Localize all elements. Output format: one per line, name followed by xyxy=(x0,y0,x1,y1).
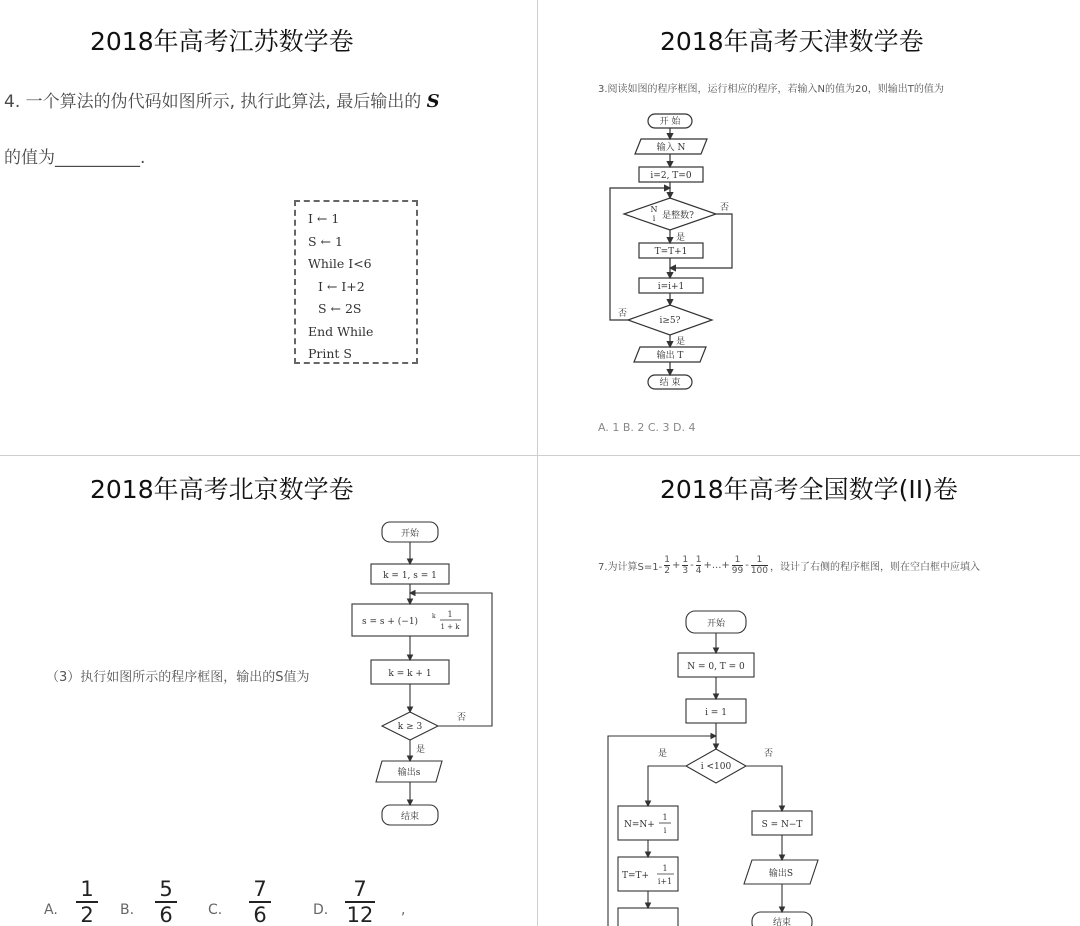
decision2-label: i≥5? xyxy=(659,316,681,326)
option-fraction: 7 6 xyxy=(249,878,271,926)
decision1-den: i xyxy=(652,214,656,223)
question-fraction: 1 2 xyxy=(664,554,670,576)
jiangsu-panel xyxy=(0,0,537,455)
question-fraction: $\frac{1}{3}$ xyxy=(682,554,689,576)
no1-label: 否 xyxy=(720,203,730,213)
init-label: i=2, T=0 xyxy=(650,171,692,181)
code-line: S ← 1 xyxy=(308,233,343,249)
n-update-num: 1 xyxy=(662,813,668,822)
t-update-den: i+1 xyxy=(657,877,673,886)
s-calc-label: S = N−T xyxy=(761,820,803,830)
no-label: 否 xyxy=(764,749,774,759)
tianjin-title: 2018年高考天津数学卷 xyxy=(660,27,924,56)
jiangsu-question-var: S xyxy=(426,91,440,112)
question-op: - xyxy=(690,559,694,571)
decision1-label: 是整数? xyxy=(662,211,694,221)
tianjin-options: A. 1 B. 2 C. 3 D. 4 xyxy=(598,421,696,434)
update-s-den: 1 + k xyxy=(440,623,460,631)
question-prefix: 7.为计算S=1- xyxy=(598,561,663,573)
beijing-flowchart xyxy=(0,456,537,926)
beijing-question: （3）执行如图所示的程序框图，输出的S值为 xyxy=(46,670,310,685)
yes-label: 是 xyxy=(416,745,426,755)
update-i-label: i=i+1 xyxy=(657,282,685,292)
update-s-exp: k xyxy=(432,613,436,620)
init-label: k = 1, s = 1 xyxy=(383,571,437,581)
code-line: I ← 1 xyxy=(308,211,340,226)
tianjin-panel xyxy=(538,0,1080,455)
question-op: +...+ xyxy=(703,559,730,571)
input-label: 输入 N xyxy=(656,143,686,153)
start-label: 开始 xyxy=(706,619,726,629)
t-update-num: 1 xyxy=(662,864,668,873)
beijing-panel xyxy=(0,456,537,926)
quanguo-title: 2018年高考全国数学(II)卷 xyxy=(660,475,958,504)
decision-label: i <100 xyxy=(700,762,732,772)
yes1-label: 是 xyxy=(676,233,686,243)
jiangsu-question-line2: 的值为__________. xyxy=(4,148,146,168)
question-fraction: 1 4 xyxy=(695,554,702,576)
output-label: 输出S xyxy=(768,869,794,879)
jiangsu-title: 2018年高考江苏数学卷 xyxy=(90,27,354,56)
blank-box xyxy=(618,908,678,926)
code-line: Print S xyxy=(308,346,352,361)
update-s-num: 1 xyxy=(447,610,453,619)
jiangsu-question-line1 xyxy=(4,87,440,112)
decision1-num: N xyxy=(650,205,658,214)
question-suffix: ，设计了右侧的程序框图，则在空白框中应填入 xyxy=(770,561,980,573)
end-label: 结 束 xyxy=(659,378,681,388)
option-label: A. xyxy=(44,902,58,918)
update-s-label: s = s + (−1) xyxy=(362,617,419,627)
decision-label: k ≥ 3 xyxy=(397,722,423,732)
update-k-label: k = k + 1 xyxy=(388,669,432,679)
yes-label: 是 xyxy=(658,749,668,759)
option-fraction: 7 12 xyxy=(346,877,374,926)
end-label: 结束 xyxy=(772,918,792,926)
t-update-label: T=T+ xyxy=(622,871,650,881)
code-line: S ← 2S xyxy=(318,301,362,316)
option-label: D. xyxy=(313,902,329,918)
options-tail: , xyxy=(401,902,406,918)
no2-label: 否 xyxy=(618,309,628,319)
option-label: B. xyxy=(120,902,135,918)
init-label: N = 0, T = 0 xyxy=(687,662,745,672)
code-line: I ← I+2 xyxy=(318,278,365,294)
option-label: C. xyxy=(208,902,223,918)
question-op: - xyxy=(745,559,749,571)
start-label: 开始 xyxy=(400,529,420,539)
end-label: 结束 xyxy=(400,812,420,822)
n-update-den: i xyxy=(663,826,667,835)
n-update-label: N=N+ xyxy=(624,820,655,830)
question-fraction: 1 100 xyxy=(750,554,768,576)
beijing-title: 2018年高考北京数学卷 xyxy=(90,475,354,504)
option-fraction: 5 6 xyxy=(155,878,177,926)
tianjin-question: 3.阅读如图的程序框图，运行相应的程序，若输入N的值为20，则输出T的值为 xyxy=(598,84,944,95)
output-label: 输出 T xyxy=(656,351,684,361)
output-label: 输出s xyxy=(397,768,421,778)
init-i-label: i = 1 xyxy=(705,708,727,718)
question-fraction: $\frac{1}{99}$ xyxy=(731,554,744,576)
update-t-label: T=T+1 xyxy=(654,247,688,257)
tianjin-flowchart xyxy=(538,0,1080,455)
jiangsu-question-text: 4. 一个算法的伪代码如图所示, 执行此算法, 最后输出的 xyxy=(4,92,422,112)
option-fraction: 1 2 xyxy=(76,878,98,926)
pseudocode-box xyxy=(294,200,418,364)
no-label: 否 xyxy=(457,713,467,723)
yes2-label: 是 xyxy=(676,337,686,347)
code-line: While I<6 xyxy=(308,256,372,271)
quanguo-panel xyxy=(538,456,1080,926)
code-line: End While xyxy=(308,323,374,339)
quanguo-flowchart xyxy=(538,456,1080,926)
question-op: + xyxy=(671,559,681,571)
start-label: 开 始 xyxy=(659,117,681,127)
